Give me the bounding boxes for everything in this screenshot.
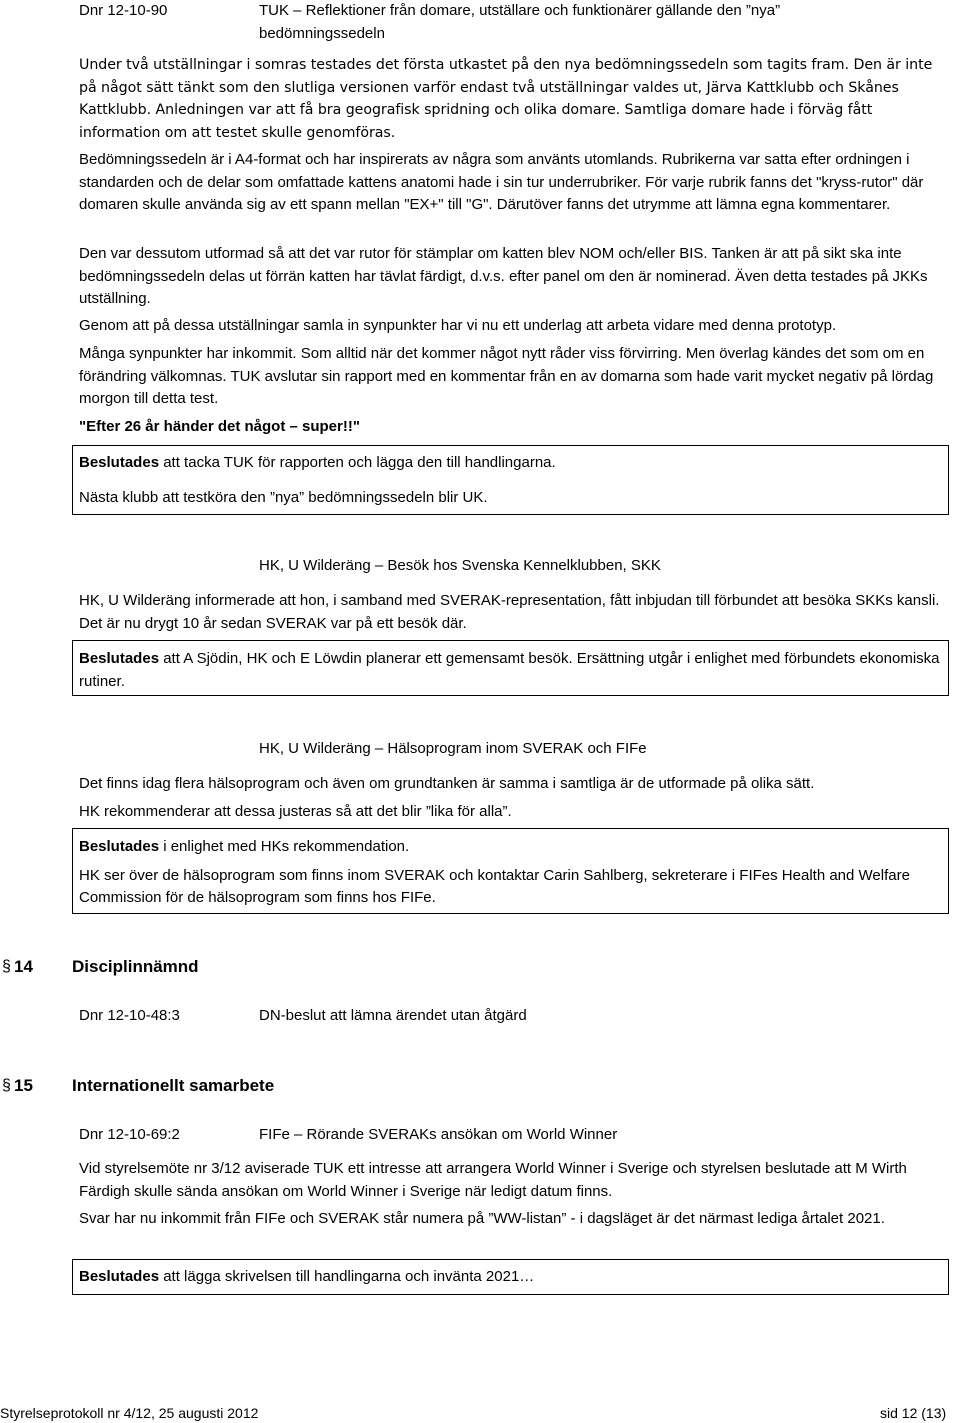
- diary-number: Dnr 12-10-48:3: [79, 1007, 180, 1024]
- decision-text: att A Sjödin, HK och E Löwdin planerar ett gemensamt besök. Ersättning utgår i enlighet med förbundets ekonomiska rutiner.: [79, 650, 940, 690]
- section-title: Internationellt samarbete: [72, 1076, 275, 1095]
- item-title: FIFe – Rörande SVERAKs ansökan om World Winner: [259, 1126, 618, 1143]
- tuk-paragraph-1: Under två utställningar i somras testades det första utkastet på den nya bedömningssedeln som tagits fram. Den är inte på något sätt tänkt som den slutliga versionen varför endast två utställningar valdes ut, Järva Kattklubb och Skånes Kattklubb. Anledningen var att få bra geografisk spridning och olika domare. Samtliga domare hade i förväg fått information om att testet skulle genomföras.: [79, 57, 933, 141]
- ww-paragraph-2: Svar har nu inkommit från FIFe och SVERAK står numera på ”WW-listan” - i dagsläget är det närmast lediga årtalet 2021.: [79, 1210, 885, 1227]
- health-decision: [79, 836, 942, 859]
- footer-page-number: sid 12 (13): [880, 1405, 947, 1421]
- judge-quote: "Efter 26 år händer det något – super!!": [79, 418, 360, 435]
- section-arrow-icon: §: [2, 1077, 11, 1094]
- tuk-paragraph-4: Genom att på dessa utställningar samla in synpunkter har vi nu ett underlag att arbeta vidare med denna prototyp.: [79, 317, 837, 334]
- ww-paragraph-1: Vid styrelsemöte nr 3/12 aviserade TUK ett intresse att arrangera World Winner i Sverige och styrelsen beslutade att M Wirth Färdigh skulle sända ansökan om World Winner i Sverige när ledigt datum finns.: [79, 1160, 907, 1200]
- decision-text: i enlighet med HKs rekommendation.: [159, 838, 410, 855]
- tuk-paragraph-3: Den var dessutom utformad så att det var rutor för stämplar om katten blev NOM och/eller BIS. Tanken är att på sikt ska inte bedömningssedeln delas ut förrän katten har tävlat färdigt, d.v.s. efter panel om den är nominerad. Även detta testades på JKKs utställning.: [79, 245, 928, 307]
- section-title: Disciplinnämnd: [72, 957, 199, 976]
- health-paragraph-1: Det finns idag flera hälsoprogram och även om grundtanken är samma i samtliga är de utformade på olika sätt.: [79, 775, 815, 792]
- diary-number: Dnr 12-10-90: [79, 2, 168, 19]
- ww-decision-box: [72, 1259, 949, 1295]
- skk-paragraph: HK, U Wilderäng informerade att hon, i samband med SVERAK-representation, fått inbjudan till förbundet att besöka SKKs kansli. Det är nu drygt 10 år sedan SVERAK var på ett besök där.: [79, 592, 940, 632]
- diary-number: Dnr 12-10-69:2: [79, 1126, 180, 1143]
- decision-label: Beslutades: [79, 454, 160, 471]
- ww-decision: [79, 1266, 942, 1289]
- section-arrow-icon: §: [2, 958, 11, 975]
- item-title: DN-beslut att lämna ärendet utan åtgärd: [259, 1007, 527, 1024]
- tuk-paragraph-5: Många synpunkter har inkommit. Som alltid när det kommer något nytt råder viss förvirring. Men överlag kändes det som om en förändring välkomnas. TUK avslutar sin rapport med en kommentar från en av domarna som hade varit mycket negativ på lördag morgon till detta test.: [79, 345, 934, 407]
- decision-text: att tacka TUK för rapporten och lägga den till handlingarna.: [159, 454, 556, 471]
- skk-title: HK, U Wilderäng – Besök hos Svenska Kennelklubben, SKK: [259, 557, 661, 574]
- decision-label: Beslutades: [79, 1268, 160, 1285]
- decision-label: Beslutades: [79, 838, 160, 855]
- footer-protocol: Styrelseprotokoll nr 4/12, 25 augusti 2012: [0, 1405, 259, 1421]
- tuk-decision-box: [72, 445, 949, 515]
- section-number: 14: [14, 957, 33, 976]
- health-decision-box: [72, 828, 949, 914]
- skk-decision-box: [72, 640, 949, 696]
- tuk-decision: [79, 452, 942, 475]
- next-club: Nästa klubb att testköra den ”nya” bedömningssedeln blir UK.: [79, 488, 488, 506]
- decision-text: att lägga skrivelsen till handlingarna och invänta 2021…: [159, 1268, 535, 1285]
- tuk-paragraph-2: Bedömningssedeln är i A4-format och har inspirerats av några som använts utomlands. Rubrikerna var satta efter ordningen i standarden och de delar som omfattade kattens anatomi hade i sin tur underrubriker. För varje rubrik fanns det "kryss-rutor" där domaren skulle använda sig av ett spann mellan "EX+" till "G". Därutöver fanns det utrymme att lämna egna kommentarer.: [79, 151, 924, 213]
- health-title: HK, U Wilderäng – Hälsoprogram inom SVERAK och FIFe: [259, 740, 647, 757]
- health-paragraph-3: HK ser över de hälsoprogram som finns inom SVERAK och kontaktar Carin Sahlberg, sekreterare i FIFes Health and Welfare Commission för de hälsoprogram som finns hos FIFe.: [79, 866, 910, 906]
- health-paragraph-2: HK rekommenderar att dessa justeras så att det blir ”lika för alla”.: [79, 803, 512, 820]
- decision-label: Beslutades: [79, 650, 160, 667]
- skk-decision: [79, 648, 942, 693]
- section-number: 15: [14, 1076, 33, 1095]
- item-title: TUK – Reflektioner från domare, utställare och funktionärer gällande den ”nya” bedömningssedeln: [259, 2, 781, 42]
